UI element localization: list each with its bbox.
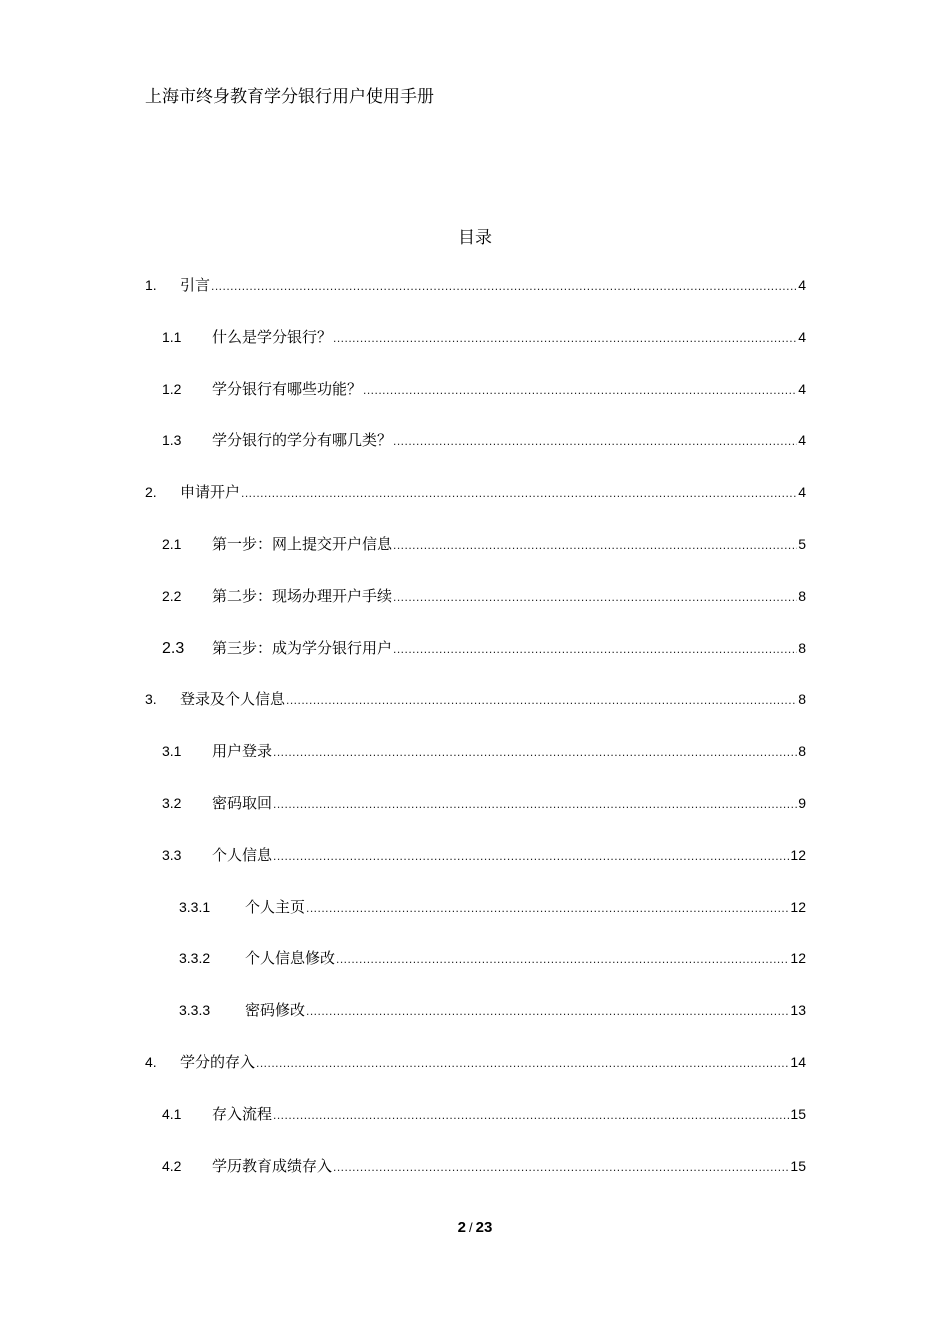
toc-entry[interactable]: [162, 1103, 806, 1125]
toc-entry[interactable]: [162, 533, 806, 555]
toc-entry-text: 密码取回: [212, 794, 273, 812]
page-total: 23: [475, 1219, 493, 1236]
toc-entry-text: 学分银行的学分有哪几类？: [212, 431, 393, 449]
toc-entry[interactable]: [162, 429, 806, 451]
toc-dot-leader: [273, 849, 789, 863]
toc-entry-number: 4.1: [162, 1106, 182, 1122]
toc-entry[interactable]: [179, 947, 806, 969]
toc-entry-text: 申请开户: [180, 483, 241, 501]
toc-dot-leader: [273, 797, 797, 811]
page-separator: /: [469, 1220, 473, 1235]
toc-entry[interactable]: [179, 999, 806, 1021]
toc-dot-leader: [273, 745, 797, 759]
toc-entry-page: 13: [790, 1002, 806, 1018]
toc-entry-number: 1.2: [162, 381, 182, 397]
toc-entry-text: 登录及个人信息: [180, 690, 286, 708]
toc-entry-page: 8: [798, 691, 806, 707]
toc-entry[interactable]: [162, 378, 806, 400]
toc-entry-number: 2.: [145, 484, 157, 500]
toc-entry-page: 8: [798, 588, 806, 604]
toc-entry-number: 2.1: [162, 536, 182, 552]
toc-dot-leader: [333, 1160, 789, 1174]
toc-entry-text: 学历教育成绩存入: [212, 1157, 333, 1175]
toc-entry-page: 15: [790, 1106, 806, 1122]
toc-dot-leader: [306, 1004, 789, 1018]
toc-entry-page: 12: [790, 950, 806, 966]
toc-entry-text: 存入流程: [212, 1105, 273, 1123]
toc-entry[interactable]: [145, 274, 806, 296]
toc-entry-page: 5: [798, 536, 806, 552]
toc-dot-leader: [363, 383, 797, 397]
toc-entry-page: 4: [798, 381, 806, 397]
toc-entry-page: 4: [798, 484, 806, 500]
toc-entry-number: 3.1: [162, 743, 182, 759]
toc-entry-text: 第二步：现场办理开户手续: [212, 587, 393, 605]
toc-entry-number: 2.2: [162, 588, 182, 604]
toc-entry-number: 2.3: [162, 640, 185, 657]
toc-entry-page: 4: [798, 329, 806, 345]
page-number-footer: [0, 1219, 950, 1236]
toc-entry-text: 个人信息修改: [245, 949, 336, 967]
toc-entry-number: 3.3.3: [179, 1002, 211, 1018]
toc-entry-number: 1.3: [162, 432, 182, 448]
toc-entry-number: 3.: [145, 691, 157, 707]
toc-entry[interactable]: [145, 1051, 806, 1073]
toc-entry-text: 个人信息: [212, 846, 273, 864]
toc-entry-text: 个人主页: [245, 898, 306, 916]
toc-entry[interactable]: [162, 740, 806, 762]
toc-entry-number: 4.2: [162, 1158, 182, 1174]
toc-entry-number: 3.3.1: [179, 899, 211, 915]
toc-dot-leader: [211, 279, 797, 293]
toc-dot-leader: [273, 1108, 789, 1122]
toc-entry-page: 12: [790, 847, 806, 863]
toc-entry-page: 9: [798, 795, 806, 811]
toc-entry-page: 12: [790, 899, 806, 915]
toc-entry[interactable]: [162, 792, 806, 814]
toc-entry-number: 1.: [145, 277, 157, 293]
toc-entry-page: 15: [790, 1158, 806, 1174]
toc-entry-text: 用户登录: [212, 742, 273, 760]
toc-entry[interactable]: [145, 481, 806, 503]
toc-entry-text: 密码修改: [245, 1001, 306, 1019]
toc-dot-leader: [393, 590, 797, 604]
toc-entry[interactable]: [162, 326, 806, 348]
toc-entry-number: 3.3: [162, 847, 182, 863]
toc-dot-leader: [306, 901, 789, 915]
toc-entry-page: 8: [798, 640, 806, 656]
toc-entry-number: 4.: [145, 1054, 157, 1070]
toc-dot-leader: [286, 693, 797, 707]
toc-entry-page: 4: [798, 277, 806, 293]
toc-entry[interactable]: [145, 688, 806, 710]
toc-entry-number: 3.2: [162, 795, 182, 811]
toc-entry-page: 14: [790, 1054, 806, 1070]
toc-entry-text: 引言: [180, 276, 211, 294]
toc-entry-page: 4: [798, 432, 806, 448]
toc-dot-leader: [393, 538, 797, 552]
toc-dot-leader: [336, 952, 789, 966]
toc-entry-text: 学分的存入: [180, 1053, 256, 1071]
page-current: 2: [457, 1219, 467, 1236]
toc-dot-leader: [333, 331, 797, 345]
toc-entry[interactable]: [162, 844, 806, 866]
toc-entry[interactable]: [162, 1155, 806, 1177]
document-header-title: 上海市终身教育学分银行用户使用手册: [145, 87, 434, 107]
toc-title: 目录: [458, 228, 492, 248]
toc-entry-number: 3.3.2: [179, 950, 211, 966]
toc-entry[interactable]: [162, 637, 806, 659]
toc-dot-leader: [393, 434, 797, 448]
toc-dot-leader: [256, 1056, 789, 1070]
toc-entry-text: 第一步：网上提交开户信息: [212, 535, 393, 553]
toc-entry-number: 1.1: [162, 329, 182, 345]
toc-entry[interactable]: [179, 896, 806, 918]
toc-entry[interactable]: [162, 585, 806, 607]
toc-dot-leader: [241, 486, 797, 500]
toc-entry-page: 8: [798, 743, 806, 759]
toc-entry-text: 第三步：成为学分银行用户: [212, 639, 393, 657]
toc-dot-leader: [393, 642, 797, 656]
toc-entry-text: 学分银行有哪些功能？: [212, 380, 363, 398]
toc-entry-text: 什么是学分银行？: [212, 328, 333, 346]
